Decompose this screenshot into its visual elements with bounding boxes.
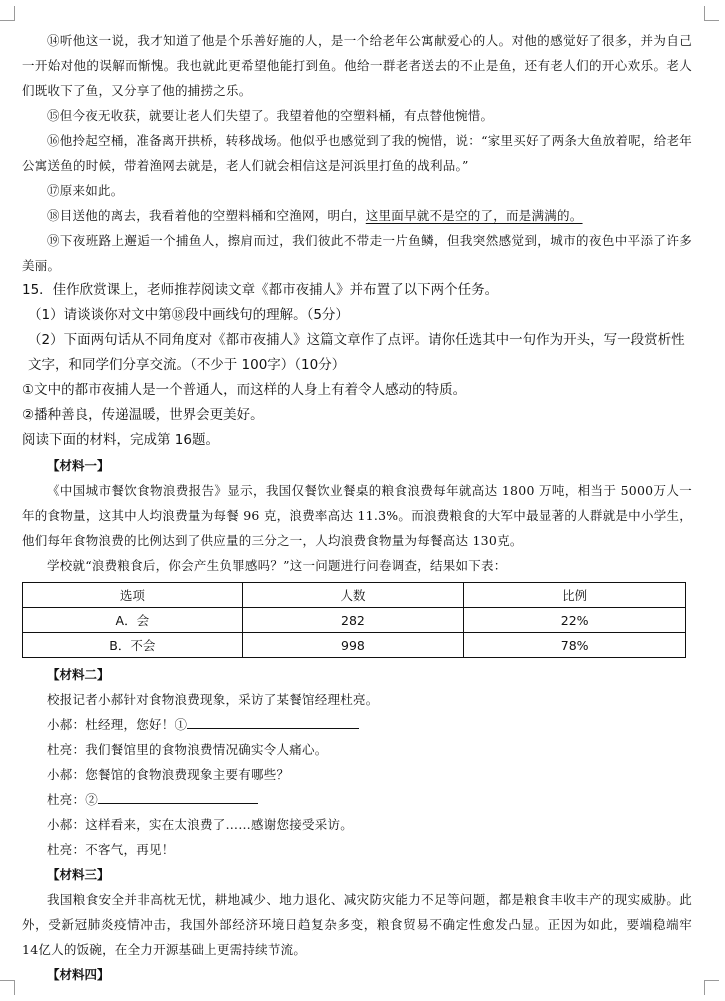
answer-blank-2[interactable] [98, 789, 258, 804]
material-2-heading: 【材料二】 [47, 667, 110, 682]
table-cell: 998 [242, 633, 464, 658]
table-header-cell: 人数 [242, 583, 464, 608]
dialog-line-2: 杜亮：我们餐馆里的食物浪费情况确实令人痛心。 [47, 742, 328, 757]
paragraph-18-text: ⑱目送他的离去，我看着他的空塑料桶和空渔网，明白， [47, 208, 366, 223]
survey-table [22, 582, 686, 658]
table-row [23, 608, 686, 633]
paragraph-19: ⑲下夜班路上邂逅一个捕鱼人，擦肩而过，我们彼此不带走一片鱼鳞，但我突然感觉到，城市的夜色中平添了许多美丽。 [22, 233, 692, 273]
material-3-text: 我国粮食安全并非高枕无忧，耕地减少、地力退化、减灾防灾能力不足等问题，都是粮食丰收丰产的现实威胁。此外，受新冠肺炎疫情冲击，我国外部经济环境日趋复杂多变，粮食贸易不确定性愈发凸显。正因为如此，要端稳端牢 14亿人的饭碗，在全力开源基础上更需持续节流。 [22, 892, 692, 957]
paragraph-14: ⑭听他这一说，我才知道了他是个乐善好施的人，是一个给老年公寓献爱心的人。对他的感觉好了很多，并为自己一开始对他的误解而惭愧。我也就此更希望他能打到鱼。他给一群老者送去的不止是鱼，还有老人们的开心欢乐。老人们既收下了鱼，又分享了他的捕捞之乐。 [22, 33, 692, 98]
dialog-line-3: 小郝：您餐馆的食物浪费现象主要有哪些？ [47, 767, 290, 782]
dialog-line-4-text: 杜亮：② [47, 792, 99, 807]
dialog-line-1 [22, 712, 692, 737]
table-cell: 78% [464, 633, 686, 658]
question-15-task-1: （1）请谈谈你对文中第⑱段中画线句的理解。（5分） [28, 307, 349, 323]
table-cell: B．不会 [23, 633, 243, 658]
question-16-intro: 阅读下面的材料，完成第 16题。 [22, 432, 219, 448]
paragraph-16: ⑯他拎起空桶，准备离开拱桥，转移战场。他似乎也感觉到了我的惋惜，说：“家里买好了两条大鱼放着呢，给老年公寓送鱼的时候，带着渔网去就是，老人们就会相信这是河浜里打鱼的战利品。” [22, 133, 692, 173]
dialog-line-4 [22, 787, 692, 812]
crop-mark-top-left [0, 6, 15, 21]
table-row [23, 633, 686, 658]
answer-blank-1[interactable] [187, 714, 359, 729]
material-1-text: 《中国城市餐饮食物浪费报告》显示，我国仅餐饮业餐桌的粮食浪费每年就高达 1800 万吨，相当于 5000万人一年的食物量，这其中人均浪费量为每餐 96 克，浪费率高达 11.3%。而浪费粮食的大军中最显著的人群就是中小学生，他们每年食物浪费的比例达到了供应量的三分之一，人均浪费食物量为每餐高达 130克。 [22, 483, 692, 548]
exam-page [22, 28, 692, 987]
dialog-line-1-text: 小郝：杜经理，您好！① [47, 717, 188, 732]
table-header-row [23, 583, 686, 608]
paragraph-17: ⑰原来如此。 [47, 183, 124, 198]
material-4-heading: 【材料四】 [47, 967, 110, 982]
question-15-task-2: （2）下面两句话从不同角度对《都市夜捕人》这篇文章作了点评。请你任选其中一句作为开头，写一段赏析性文字，和同学们分享交流。（不少于 100字）（10分） [28, 332, 685, 373]
question-15-option-2: ②播种善良，传递温暖，世界会更美好。 [22, 407, 264, 423]
table-header-cell: 选项 [23, 583, 243, 608]
table-cell: 22% [464, 608, 686, 633]
dialog-line-6: 杜亮：不客气，再见！ [47, 842, 175, 857]
crop-mark-bottom-left [0, 980, 15, 995]
table-header-cell: 比例 [464, 583, 686, 608]
paragraph-18 [22, 203, 692, 228]
material-3-heading: 【材料三】 [47, 867, 110, 882]
crop-mark-bottom-right [704, 980, 719, 995]
material-1-heading: 【材料一】 [47, 458, 110, 473]
crop-mark-top-right [704, 6, 719, 21]
question-15-option-1: ①文中的都市夜捕人是一个普通人，而这样的人身上有着令人感动的特质。 [22, 382, 467, 398]
table-cell: A．会 [23, 608, 243, 633]
material-2-intro: 校报记者小郝针对食物浪费现象，采访了某餐馆经理杜亮。 [47, 692, 379, 707]
paragraph-15: ⑮但今夜无收获，就要让老人们失望了。我望着他的空塑料桶，有点替他惋惜。 [47, 108, 494, 123]
question-15-stem: 15．佳作欣赏课上，老师推荐阅读文章《都市夜捕人》并布置了以下两个任务。 [22, 282, 499, 298]
table-cell: 282 [242, 608, 464, 633]
dialog-line-5: 小郝：这样看来，实在太浪费了……感谢您接受采访。 [47, 817, 354, 832]
survey-intro: 学校就“浪费粮食后，你会产生负罪感吗？”这一问题进行问卷调查，结果如下表： [47, 558, 507, 573]
underlined-sentence: 这里面早就不是空的了，而是满满的。 [365, 208, 583, 223]
